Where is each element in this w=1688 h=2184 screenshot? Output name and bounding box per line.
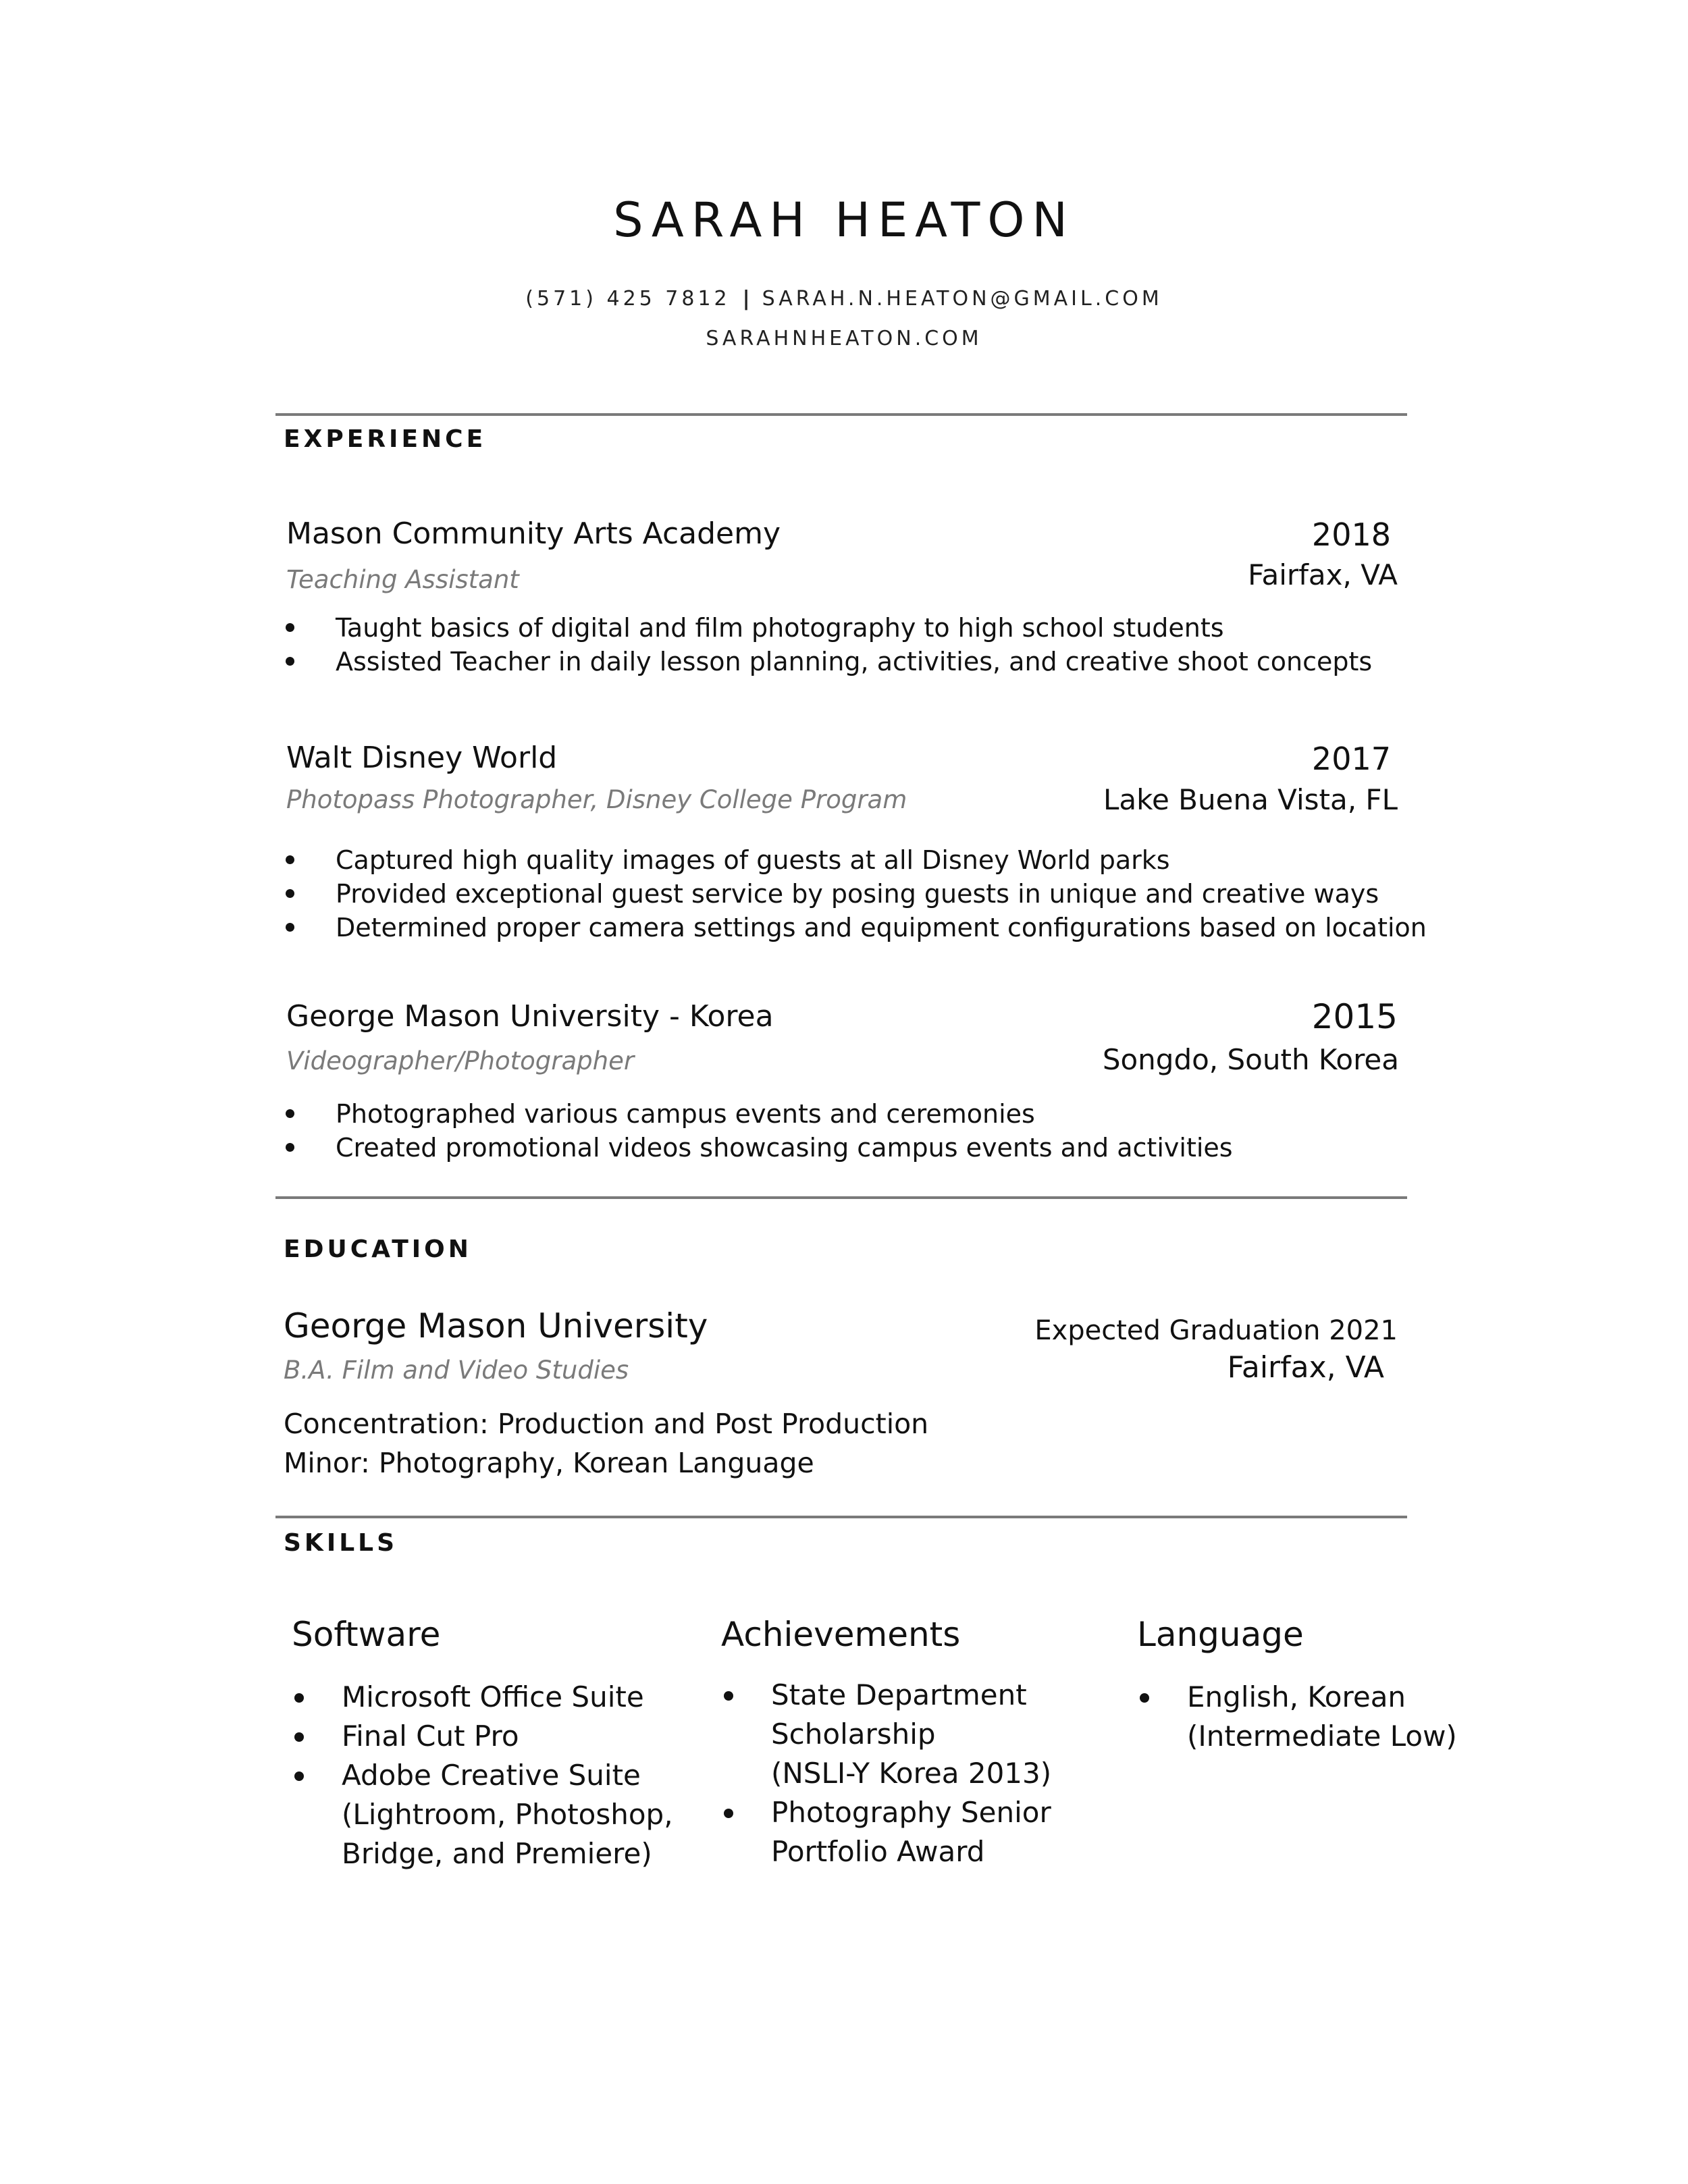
job-bullets bbox=[336, 1097, 1233, 1165]
bullet-icon bbox=[294, 1732, 304, 1742]
language-list bbox=[1187, 1678, 1457, 1756]
education-location: Fairfax, VA bbox=[1227, 1350, 1384, 1385]
graduation-date: Expected Graduation 2021 bbox=[1034, 1315, 1398, 1346]
list-item: Captured high quality images of guests at all Disney World parks bbox=[336, 843, 1427, 877]
skills-heading: SKILLS bbox=[284, 1529, 398, 1557]
job-year: 2015 bbox=[1311, 997, 1398, 1036]
bullet-icon bbox=[286, 1109, 294, 1118]
list-item: Photography Senior Portfolio Award bbox=[771, 1793, 1051, 1871]
website-link[interactable]: SARAHNHEATON.COM bbox=[706, 327, 982, 350]
contact-line bbox=[0, 287, 1688, 311]
list-item: Taught basics of digital and film photography to high school students bbox=[336, 611, 1372, 645]
resume-name: SARAH HEATON bbox=[613, 192, 1075, 248]
degree: B.A. Film and Video Studies bbox=[284, 1356, 629, 1385]
job-location: Fairfax, VA bbox=[1248, 558, 1398, 591]
software-heading: Software bbox=[292, 1615, 441, 1654]
job-bullets bbox=[336, 843, 1427, 944]
contact-separator: | bbox=[742, 287, 750, 311]
section-divider bbox=[275, 1516, 1407, 1518]
list-item: Microsoft Office Suite bbox=[342, 1678, 673, 1717]
bullet-icon bbox=[1140, 1693, 1149, 1703]
list-item: Assisted Teacher in daily lesson planning, activities, and creative shoot concepts bbox=[336, 645, 1372, 678]
language-heading: Language bbox=[1137, 1615, 1304, 1654]
bullet-icon bbox=[286, 657, 294, 666]
bullet-icon bbox=[286, 855, 294, 864]
job-year: 2017 bbox=[1311, 741, 1391, 777]
job-organization: Mason Community Arts Academy bbox=[286, 516, 781, 551]
bullet-icon bbox=[286, 923, 294, 932]
list-item: Final Cut Pro bbox=[342, 1717, 673, 1756]
list-item: Created promotional videos showcasing campus events and activities bbox=[336, 1131, 1233, 1165]
email-address[interactable]: SARAH.N.HEATON@GMAIL.COM bbox=[762, 287, 1163, 311]
phone-number: (571) 425 7812 bbox=[525, 287, 731, 311]
list-item: Photographed various campus events and ceremonies bbox=[336, 1097, 1233, 1131]
job-location: Songdo, South Korea bbox=[1102, 1043, 1399, 1076]
software-list bbox=[342, 1678, 673, 1873]
list-item: Adobe Creative Suite (Lightroom, Photoshop, Bridge, and Premiere) bbox=[342, 1756, 673, 1873]
job-role: Videographer/Photographer bbox=[286, 1046, 635, 1075]
bullet-icon bbox=[294, 1772, 304, 1781]
list-item: Determined proper camera settings and equipment configurations based on location bbox=[336, 911, 1427, 944]
bullet-icon bbox=[286, 623, 294, 632]
job-year: 2018 bbox=[1311, 516, 1391, 553]
education-heading: EDUCATION bbox=[284, 1235, 472, 1263]
bullet-icon bbox=[724, 1809, 733, 1818]
bullet-icon bbox=[724, 1691, 733, 1701]
achievements-heading: Achievements bbox=[721, 1615, 961, 1654]
section-divider bbox=[275, 413, 1407, 416]
list-item: Provided exceptional guest service by posing guests in unique and creative ways bbox=[336, 877, 1427, 911]
concentration: Concentration: Production and Post Production bbox=[284, 1408, 929, 1440]
minor: Minor: Photography, Korean Language bbox=[284, 1447, 814, 1479]
job-bullets bbox=[336, 611, 1372, 678]
section-divider bbox=[275, 1196, 1407, 1199]
job-role: Photopass Photographer, Disney College Program bbox=[286, 785, 907, 814]
job-organization: Walt Disney World bbox=[286, 741, 558, 775]
bullet-icon bbox=[286, 1143, 294, 1152]
list-item: State Department Scholarship (NSLI-Y Korea 2013) bbox=[771, 1676, 1051, 1793]
bullet-icon bbox=[286, 889, 294, 898]
list-item: English, Korean (Intermediate Low) bbox=[1187, 1678, 1457, 1756]
achievements-list bbox=[771, 1676, 1051, 1871]
job-organization: George Mason University - Korea bbox=[286, 999, 774, 1034]
school-name: George Mason University bbox=[284, 1306, 708, 1346]
bullet-icon bbox=[294, 1693, 304, 1703]
experience-heading: EXPERIENCE bbox=[284, 425, 487, 453]
job-location: Lake Buena Vista, FL bbox=[1103, 783, 1398, 816]
job-role: Teaching Assistant bbox=[286, 565, 519, 594]
